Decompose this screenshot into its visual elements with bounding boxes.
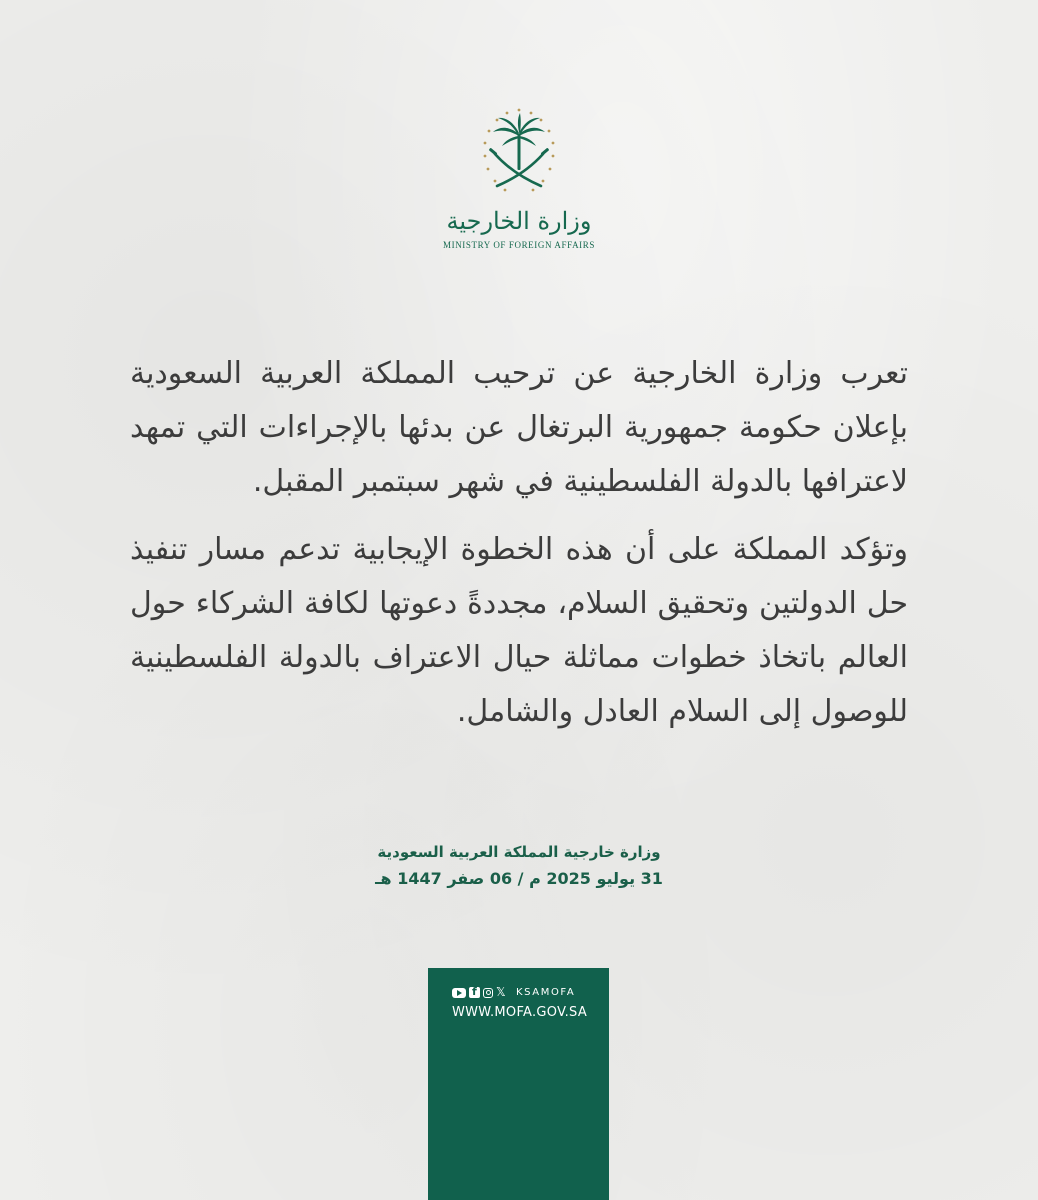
- facebook-icon[interactable]: [469, 987, 480, 998]
- social-row: [452, 987, 575, 998]
- signature-date: 31 يوليو 2025 م / 06 صفر 1447 هـ: [375, 869, 663, 888]
- statement-paragraph-1: تعرب وزارة الخارجية عن ترحيب المملكة العربية السعودية بإعلان حكومة جمهورية البرتغال عن بدئها بالإجراءات التي تمهد لاعترافها بالدولة الفلسطينية في شهر سبتمبر المقبل.: [130, 356, 908, 499]
- signature-name: وزارة خارجية المملكة العربية السعودية: [377, 843, 661, 861]
- statement-paragraph-2: وتؤكد المملكة على أن هذه الخطوة الإيجابية تدعم مسار تنفيذ حل الدولتين وتحقيق السلام، مجددةً دعوتها لكافة الشركاء حول العالم باتخاذ خطوات مماثلة حيال الاعتراف بالدولة الفلسطينية للوصول إلى السلام العادل والشامل.: [130, 532, 908, 729]
- website-link[interactable]: WWW.MOFA.GOV.SA: [452, 1005, 588, 1020]
- ministry-name-arabic: وزارة الخارجية: [446, 207, 592, 235]
- ministry-name-english: MINISTRY OF FOREIGN AFFAIRS: [443, 240, 595, 250]
- ministry-logo: [0, 104, 1038, 250]
- saudi-emblem-icon: [473, 104, 565, 204]
- footer-panel: [428, 968, 609, 1200]
- youtube-icon[interactable]: [452, 988, 466, 998]
- x-icon[interactable]: 𝕏: [496, 985, 506, 999]
- signature-block: [0, 840, 1038, 894]
- instagram-icon[interactable]: [483, 988, 493, 998]
- social-handle[interactable]: KSAMOFA: [516, 987, 576, 998]
